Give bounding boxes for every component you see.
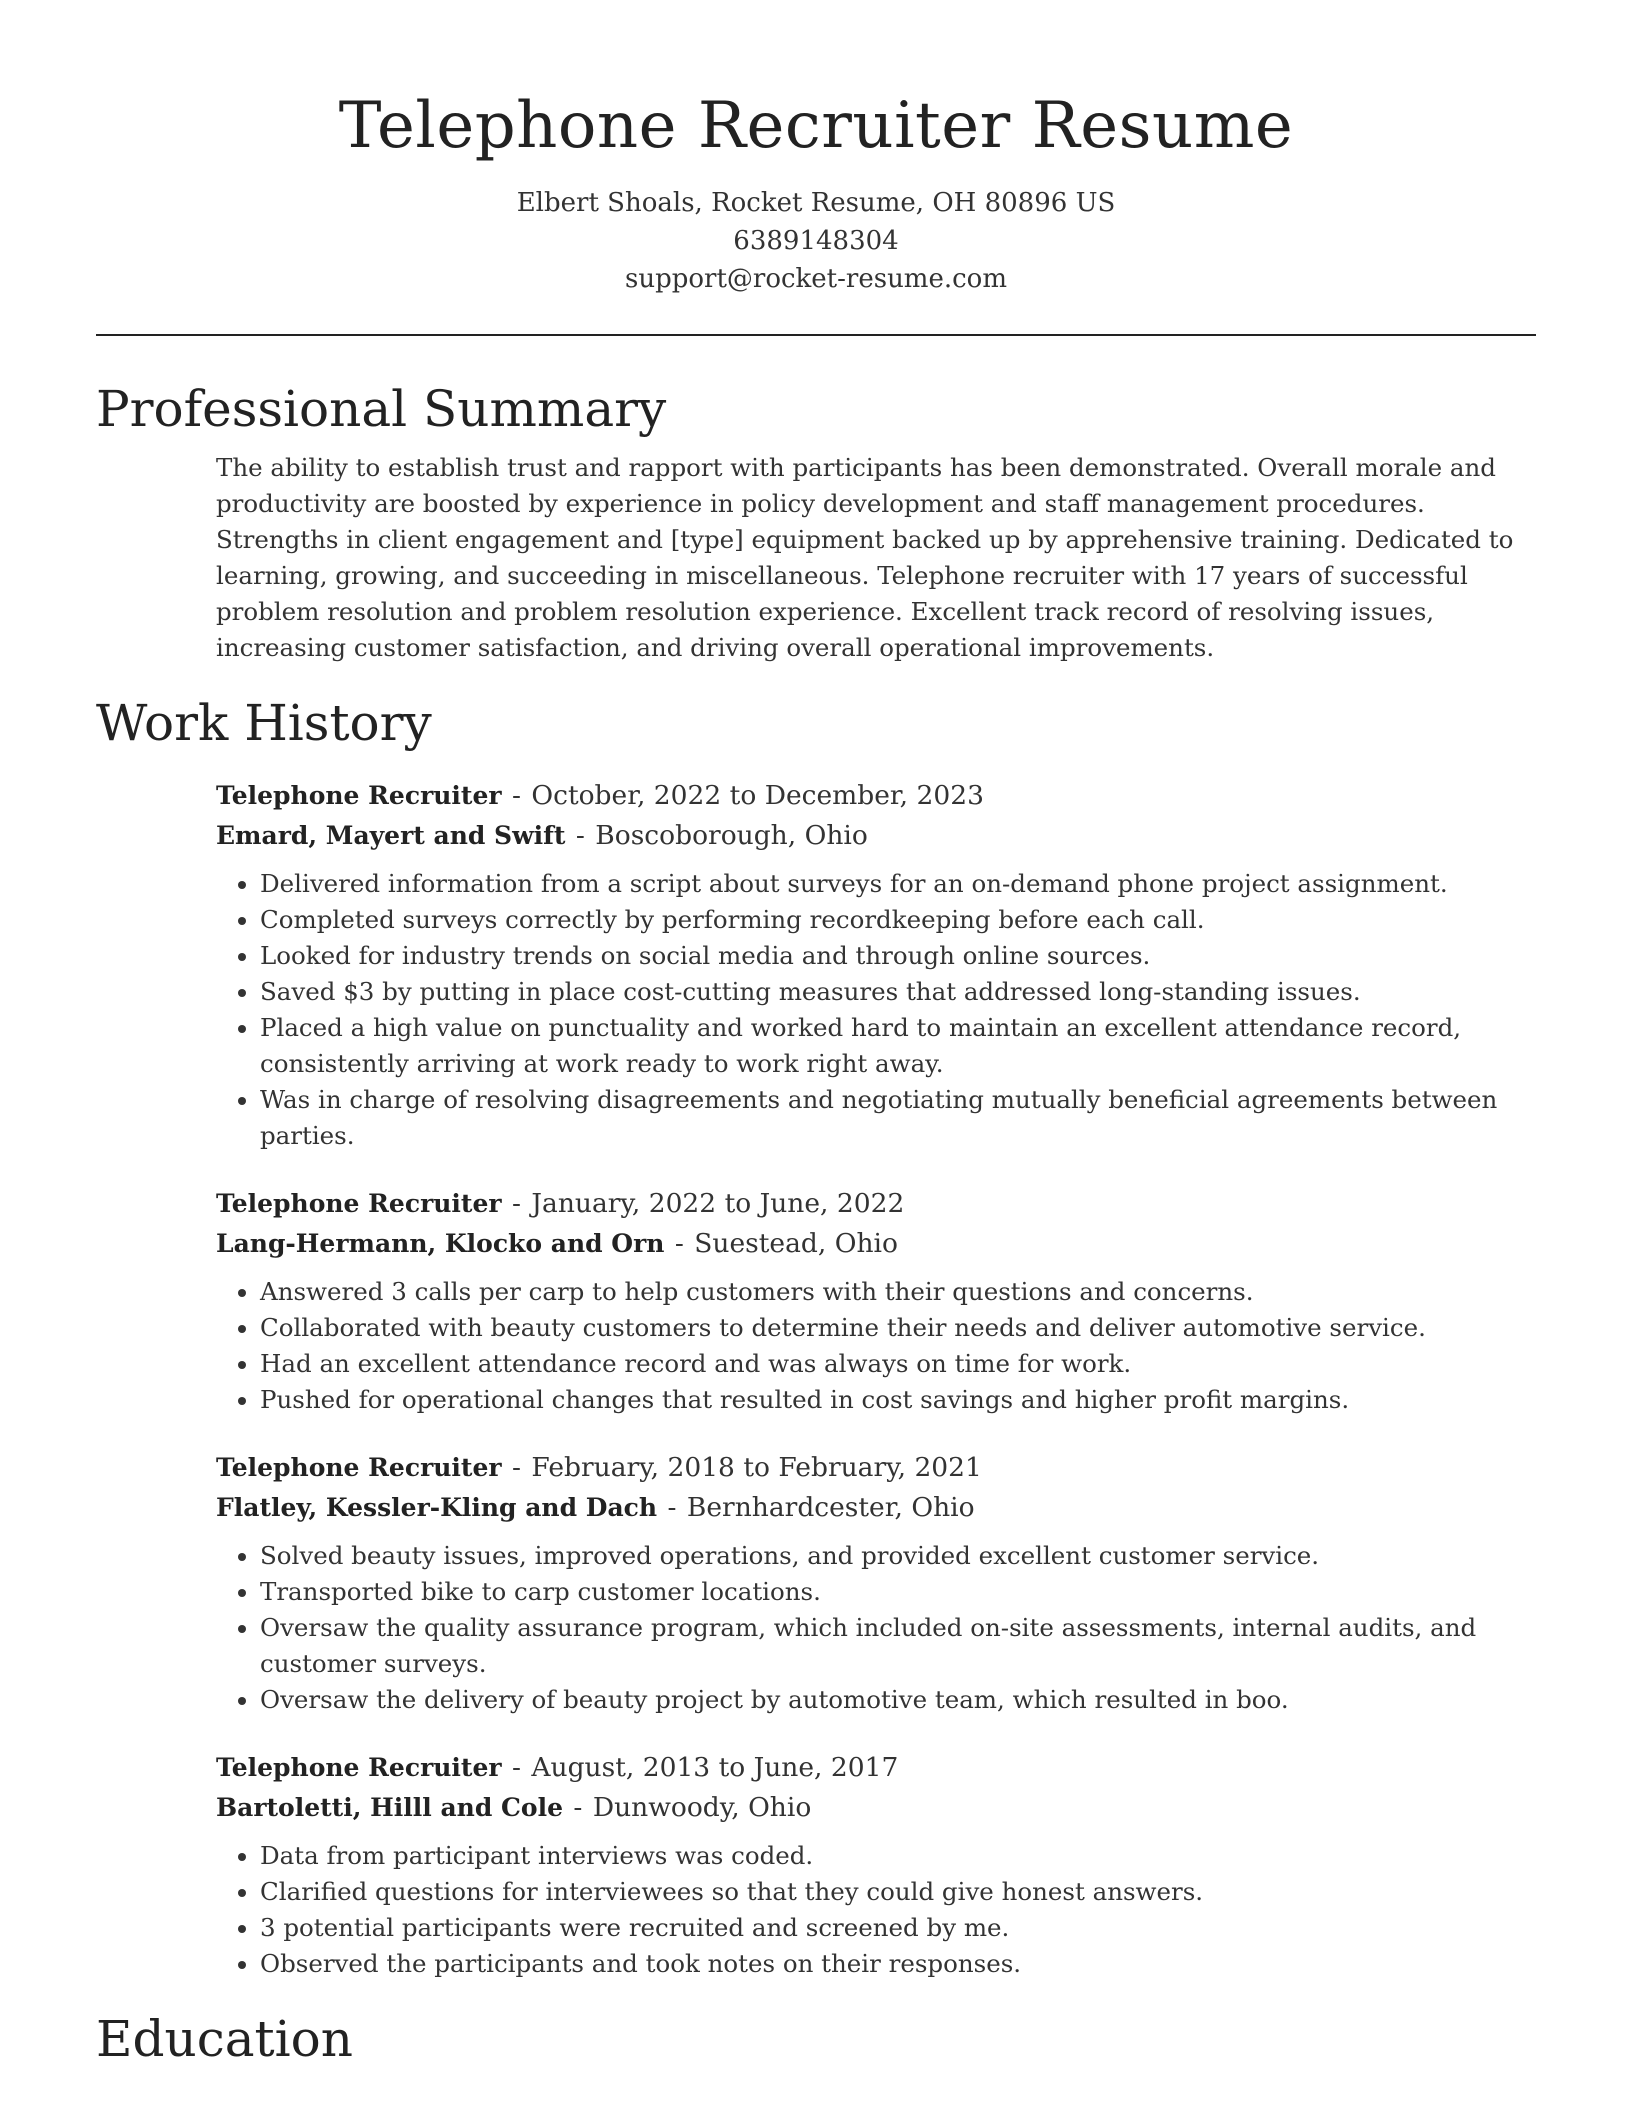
header-divider (96, 334, 1536, 336)
job-location: Dunwoody, Ohio (592, 1792, 812, 1823)
bullet-item: • Delivered information from a script about surveys for an on-demand phone project assignment. (260, 866, 1536, 902)
separator: - (511, 1752, 521, 1783)
contact-phone: 6389148304 (733, 226, 899, 256)
professional-summary-section (96, 376, 1536, 666)
job-bullets (216, 1838, 1536, 1982)
job-title: Telephone Recruiter (216, 1453, 502, 1482)
bullet-item: • Answered 3 calls per carp to help customers with their questions and concerns. (260, 1274, 1536, 1310)
separator: - (667, 1492, 677, 1523)
separator: - (573, 1792, 583, 1823)
bullet-item: • Clarified questions for interviewees so that they could give honest answers. (260, 1874, 1536, 1910)
job-title-line (216, 1748, 1536, 1788)
separator: - (511, 1452, 521, 1483)
bullet-item: • Oversaw the quality assurance program, which included on-site assessments, internal audits, and customer surveys. (260, 1610, 1536, 1682)
job-company: Lang-Hermann, Klocko and Orn (216, 1229, 665, 1258)
job-title: Telephone Recruiter (216, 781, 502, 810)
job-company-line (216, 1488, 1536, 1528)
job-company-line (216, 1788, 1536, 1828)
bullet-item: • Observed the participants and took notes on their responses. (260, 1946, 1536, 1982)
job-bullets (216, 866, 1536, 1154)
contact-email: support@rocket-resume.com (624, 264, 1007, 294)
job-entry (216, 1448, 1536, 1718)
bullet-item: • Saved $3 by putting in place cost-cutting measures that addressed long-standing issues. (260, 974, 1536, 1010)
section-heading-education: Education (96, 2010, 353, 2068)
bullet-item: • Had an excellent attendance record and was always on time for work. (260, 1346, 1536, 1382)
work-history-section (96, 690, 1536, 1982)
job-company-line (216, 816, 1536, 856)
job-location: Suestead, Ohio (694, 1228, 898, 1259)
job-company: Bartoletti, Hilll and Cole (216, 1793, 563, 1822)
separator: - (511, 780, 521, 811)
resume-title: Telephone Recruiter Resume (338, 89, 1294, 163)
job-dates: February, 2018 to February, 2021 (531, 1452, 982, 1483)
contact-address: Elbert Shoals, Rocket Resume, OH 80896 US (516, 188, 1116, 218)
job-company-line (216, 1224, 1536, 1264)
bullet-item: • Was in charge of resolving disagreements and negotiating mutually beneficial agreements between parties. (260, 1082, 1536, 1154)
separator: - (674, 1228, 684, 1259)
job-bullets (216, 1538, 1536, 1718)
bullet-item: • Solved beauty issues, improved operations, and provided excellent customer service. (260, 1538, 1536, 1574)
bullet-item: • Completed surveys correctly by performing recordkeeping before each call. (260, 902, 1536, 938)
job-title: Telephone Recruiter (216, 1189, 502, 1218)
job-dates: January, 2022 to June, 2022 (531, 1188, 905, 1219)
job-entry (216, 776, 1536, 1154)
bullet-item: • 3 potential participants were recruited and screened by me. (260, 1910, 1536, 1946)
section-heading-summary: Professional Summary (96, 380, 667, 438)
bullet-item: • Data from participant interviews was coded. (260, 1838, 1536, 1874)
job-title-line (216, 776, 1536, 816)
section-heading-work-history: Work History (96, 694, 432, 752)
bullet-item: • Looked for industry trends on social media and through online sources. (260, 938, 1536, 974)
job-title-line (216, 1184, 1536, 1224)
education-section (96, 2006, 1536, 2072)
job-dates: August, 2013 to June, 2017 (531, 1752, 899, 1783)
job-company: Flatley, Kessler-Kling and Dach (216, 1493, 658, 1522)
resume-page (96, 0, 1536, 2112)
bullet-item: • Oversaw the delivery of beauty project by automotive team, which resulted in boo. (260, 1682, 1536, 1718)
job-entry (216, 1184, 1536, 1418)
job-title: Telephone Recruiter (216, 1753, 502, 1782)
job-location: Bernhardcester, Ohio (686, 1492, 975, 1523)
bullet-item: • Collaborated with beauty customers to determine their needs and deliver automotive service. (260, 1310, 1536, 1346)
contact-info (96, 184, 1536, 298)
job-title-line (216, 1448, 1536, 1488)
separator: - (575, 820, 585, 851)
separator: - (511, 1188, 521, 1219)
resume-header (96, 0, 1536, 298)
bullet-item: • Pushed for operational changes that resulted in cost savings and higher profit margins. (260, 1382, 1536, 1418)
job-entry (216, 1748, 1536, 1982)
job-bullets (216, 1274, 1536, 1418)
job-location: Boscoborough, Ohio (595, 820, 868, 851)
summary-text: The ability to establish trust and rapport with participants has been demonstrated. Overall morale and productivity are boosted by experience in policy development and staff management procedures. Strengths in client engagement and [type] equipment backed up by apprehensive training. Dedicated to learning, growing, and succeeding in miscellaneous. Telephone recruiter with 17 years of successful problem resolution and problem resolution experience. Excellent track record of resolving issues, increasing customer satisfaction, and driving overall operational improvements. (216, 453, 1514, 662)
job-dates: October, 2022 to December, 2023 (531, 780, 984, 811)
job-company: Emard, Mayert and Swift (216, 821, 566, 850)
bullet-item: • Transported bike to carp customer locations. (260, 1574, 1536, 1610)
bullet-item: • Placed a high value on punctuality and worked hard to maintain an excellent attendance record, consistently arriving at work ready to work right away. (260, 1010, 1536, 1082)
